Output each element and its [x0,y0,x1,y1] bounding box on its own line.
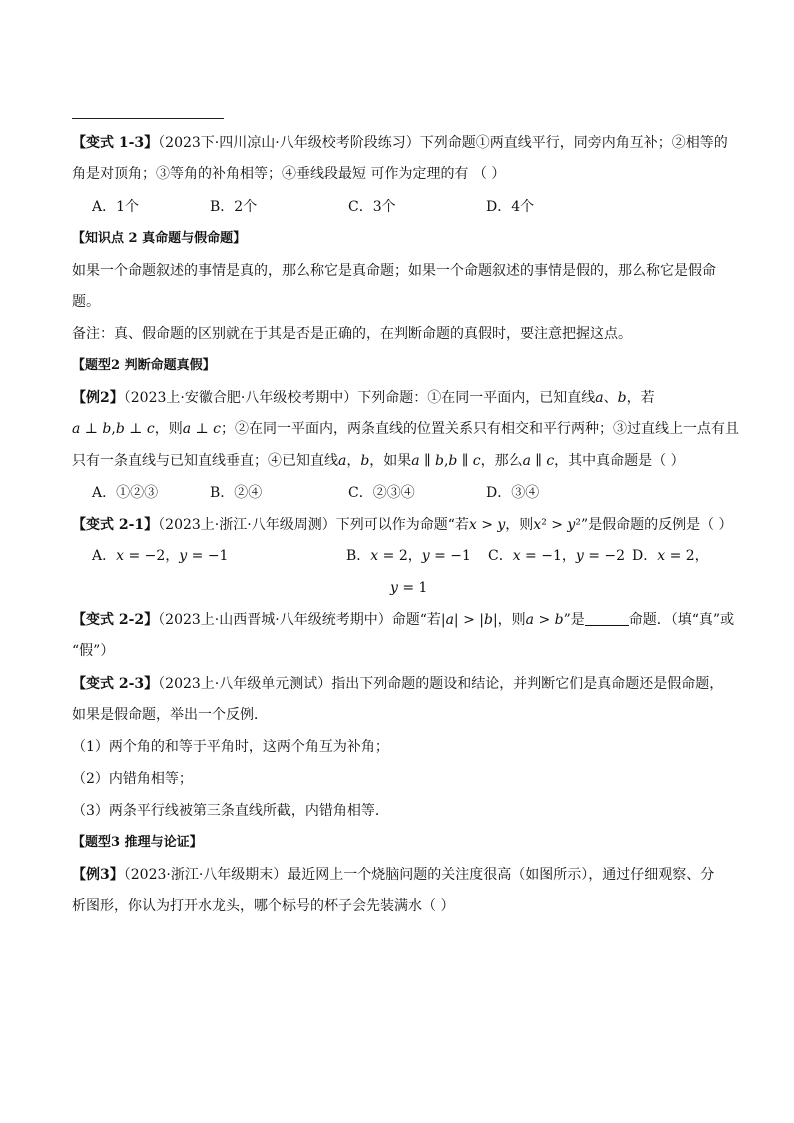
option-b: B．②④ [210,485,263,501]
list-item: （1）两个角的和等于平角时，这两个角互为补角； [72,739,389,755]
option-d: D．③④ [486,485,540,501]
question-v2-1-line1: 【变式 2-1】（2023上·浙江·八年级周测）下列可以作为命题“若𝑥 > 𝑦，则𝑥² > 𝑦²”是假命题的反例是（ ） [72,517,733,533]
option-d: D．4个 [486,199,535,215]
list-item: （2）内错角相等； [72,771,193,787]
option-c: C．𝑥 = −1，𝑦 = −2 [488,548,626,564]
question-v1-3-line1: 【变式 1-3】（2023下·四川凉山·八年级校考阶段练习）下列命题①两直线平行，同旁内角互补；②相等的 [72,135,728,151]
example2-line3: 只有一条直线与已知直线垂直；④已知直线𝑎，𝑏，如果𝑎 ∥ 𝑏,𝑏 ∥ 𝑐，那么𝑎 ∥ 𝑐，其中真命题是（ ） [72,453,685,469]
example3-line1: 【例3】（2023·浙江·八年级期末）最近网上一个烧脑问题的关注度很高（如图所示），通过仔细观察、分 [72,867,715,883]
question-tag: 【例2】 [72,390,124,406]
question-v2-2-line2: “假”） [72,643,115,659]
option-c: C．②③④ [348,485,415,501]
example3-line2: 析图形，你认为打开水龙头，哪个标号的杯子会先装满水（ ） [72,898,455,914]
kp2-note: 备注：真、假命题的区别就在于其是否是正确的，在判断命题的真假时，要注意把握这点。 [72,326,632,342]
option-a: A．①②③ [92,485,159,501]
option-b: B．𝑥 = 2，𝑦 = −1 [346,548,471,564]
question-v1-3-line2: 角是对顶角；③等角的补角相等；④垂线段最短 可作为定理的有 （ ） [72,166,506,182]
top-rule [72,118,224,119]
question-tag: 【变式 1-3】 [72,135,159,151]
kp2-text-line1: 如果一个命题叙述的事情是真的，那么称它是真命题；如果一个命题叙述的事情是假的，那么称它是假命 [72,263,716,279]
option-d-continued: 𝑦 = 1 [390,580,428,596]
question-tag: 【变式 2-1】 [72,517,159,533]
question-v2-3-line2: 如果是假命题，举出一个反例． [72,707,268,723]
option-c: C．3个 [348,199,396,215]
example2-line2: 𝑎 ⊥ 𝑏,𝑏 ⊥ 𝑐，则𝑎 ⊥ 𝑐；②在同一平面内，两条直线的位置关系只有相交和平行两种；③过直线上一点有且 [72,421,739,437]
option-a: A．1个 [92,199,140,215]
question-v2-2-line1: 【变式 2-2】（2023上·山西晋城·八年级统考期中）命题“若|𝑎| > |𝑏|，则𝑎 > 𝑏”是 命题．（填“真”或 [72,612,735,628]
example2-line1: 【例2】（2023上·安徽合肥·八年级校考期中）下列命题：①在同一平面内，已知直线𝑎、𝑏，若 [72,390,655,406]
answer-blank[interactable] [585,611,629,626]
list-item: （3）两条平行线被第三条直线所截，内错角相等． [72,803,389,819]
section-heading-type2: 【题型2 判断命题真假】 [72,358,216,373]
question-tag: 【变式 2-2】 [72,612,159,628]
option-a: A．𝑥 = −2，𝑦 = −1 [92,548,229,564]
option-d: D．𝑥 = 2， [632,548,709,564]
kp2-text-line2: 题。 [72,294,100,310]
question-tag: 【变式 2-3】 [72,676,159,692]
option-b: B．2个 [210,199,258,215]
question-v2-3-line1: 【变式 2-3】（2023上·八年级单元测试）指出下列命题的题设和结论，并判断它们是真命题还是假命题， [72,676,724,692]
question-tag: 【例3】 [72,867,124,883]
section-heading-kp2: 【知识点 2 真命题与假命题】 [72,231,247,246]
section-heading-type3: 【题型3 推理与论证】 [72,835,203,850]
